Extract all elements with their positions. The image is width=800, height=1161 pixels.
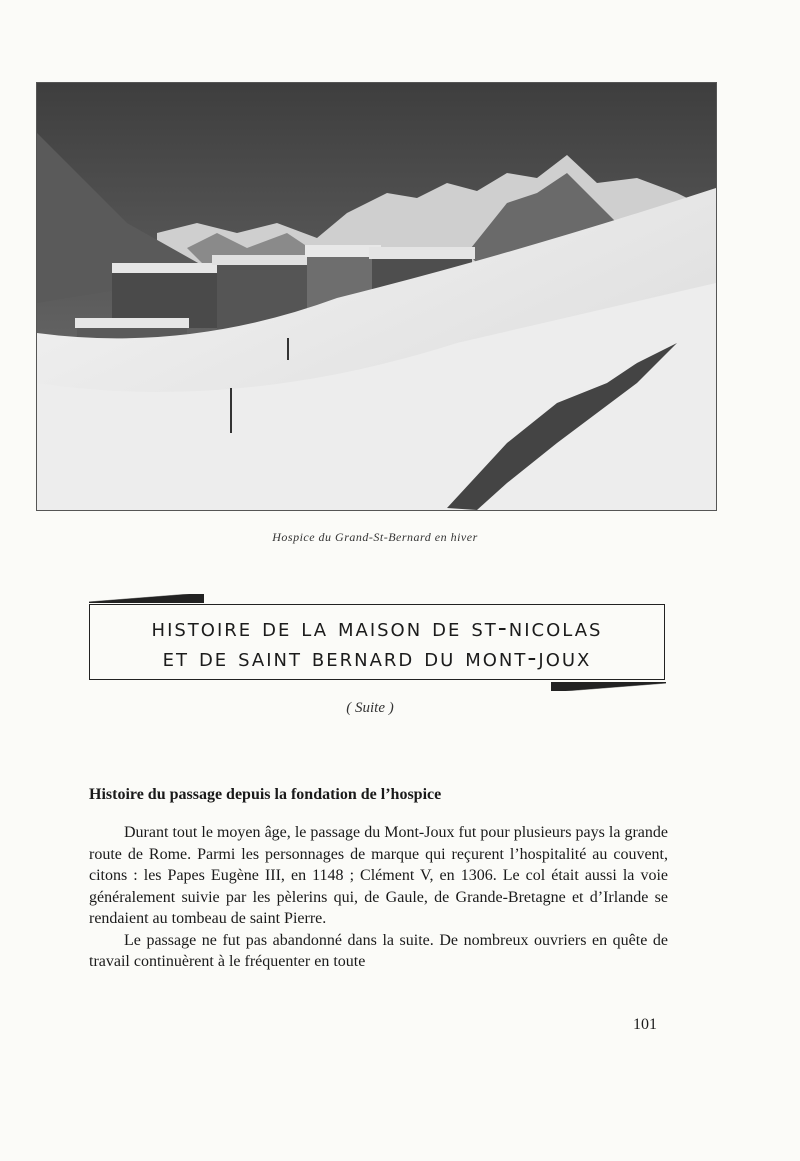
- article-title-line-1: histoire de la maison de st-nicolas: [151, 613, 603, 642]
- paragraph: Durant tout le moyen âge, le passage du Mont-Joux fut pour plusieurs pays la grande route de Rome. Parmi les personnages de marque qui reçurent l’hospitalité au couvent, citons : les Papes Eugène III, en 1148 ; Clément V, en 1306. Le col était aussi la voie généralement suivie par les pèlerins qui, de Gaule, de Grande-Bretagne et d’Irlande se rendaient au tombeau de saint Pierre.: [89, 824, 668, 927]
- article-subtitle: ( Suite ): [346, 700, 394, 716]
- hospice-photo: [36, 82, 717, 511]
- article-title-box: [89, 604, 665, 680]
- page-number: 101: [633, 1016, 657, 1033]
- photo-caption: Hospice du Grand-St-Bernard en hiver: [272, 530, 478, 544]
- title-decorative-rule-right: [551, 682, 666, 691]
- paragraph: Le passage ne fut pas abandonné dans la suite. De nombreux ouvriers en quête de travail continuèrent à le fréquenter en toute: [89, 931, 668, 970]
- title-decorative-rule-left: [89, 594, 204, 603]
- section-heading: Histoire du passage depuis la fondation de l’hospice: [89, 786, 442, 803]
- body-text: [89, 822, 668, 973]
- article-title-line-2: et de saint bernard du mont-joux: [162, 643, 592, 672]
